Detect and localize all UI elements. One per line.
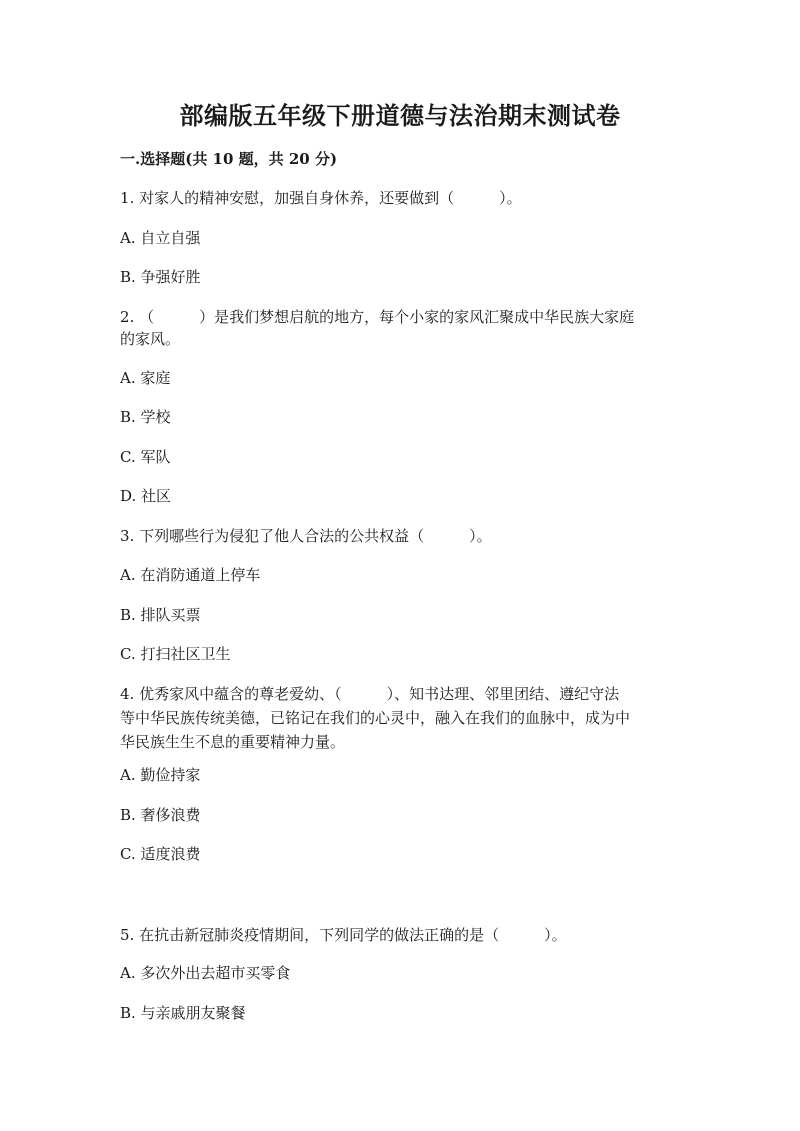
question-2-option-d: D. 社区 [120,487,172,505]
question-1-option-a: A. 自立自强 [120,229,201,247]
question-2-option-c: C. 军队 [120,448,171,466]
question-2-option-b: B. 学校 [120,408,171,426]
question-5-stem: 5. 在抗击新冠肺炎疫情期间，下列同学的做法正确的是（ ）。 [120,926,567,944]
question-3-option-c: C. 打扫社区卫生 [120,645,231,663]
question-4-option-c: C. 适度浪费 [120,845,201,863]
question-5-option-b: B. 与亲戚朋友聚餐 [120,1004,246,1022]
question-1-stem: 1. 对家人的精神安慰，加强自身休养，还要做到（ ）。 [120,189,522,207]
question-4-option-b: B. 奢侈浪费 [120,806,201,824]
question-5-option-a: A. 多次外出去超市买零食 [120,964,291,982]
question-2-option-a: A. 家庭 [120,369,171,387]
section-heading: 一.选择题(共 10 题，共 20 分) [120,150,338,168]
question-4-stem-line2: 等中华民族传统美德，已铭记在我们的心灵中，融入在我们的血脉中，成为中 [120,709,631,727]
page-title: 部编版五年级下册道德与法治期末测试卷 [179,101,621,130]
question-3-option-b: B. 排队买票 [120,606,201,624]
question-3-option-a: A. 在消防通道上停车 [120,566,261,584]
question-2-stem-line2: 的家风。 [120,330,181,348]
question-4-stem-line1: 4. 优秀家风中蕴含的尊老爱幼、（ ）、知书达理、邻里团结、遵纪守法 [120,685,620,703]
question-4-stem-line3: 华民族生生不息的重要精神力量。 [120,733,346,751]
question-3-stem: 3. 下列哪些行为侵犯了他人合法的公共权益（ ）。 [120,527,492,545]
question-4-option-a: A. 勤俭持家 [120,766,201,784]
question-2-stem-line1: 2. （ ）是我们梦想启航的地方，每个小家的家风汇聚成中华民族大家庭 [120,308,635,326]
question-1-option-b: B. 争强好胜 [120,268,201,286]
